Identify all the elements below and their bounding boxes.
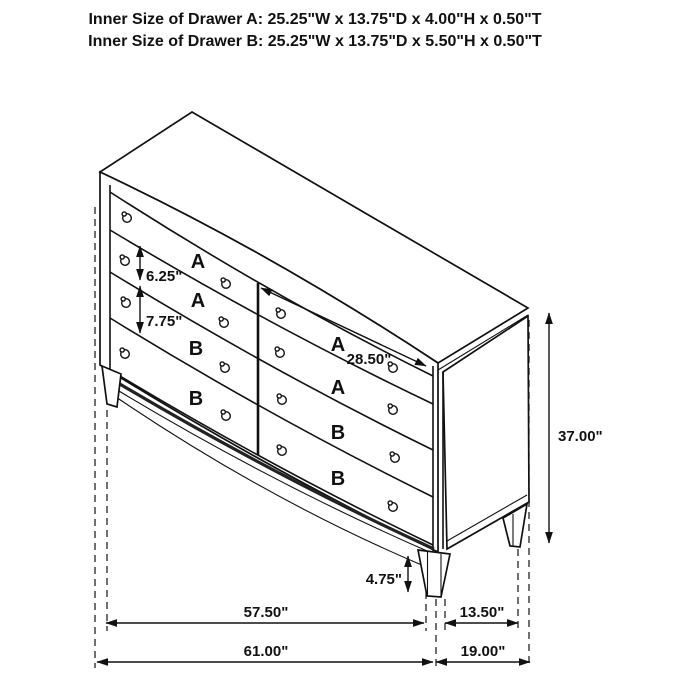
drawer-label-left-4: B — [188, 388, 204, 410]
drawer-label-right-2: A — [330, 377, 346, 399]
dim-label-leg-height: 4.75" — [365, 571, 402, 588]
dim-label-width-between-legs: 57.50" — [243, 604, 289, 621]
dim-overall-depth — [436, 643, 530, 662]
dim-label-drawer-a-height: 6.25" — [146, 268, 183, 285]
dim-label-depth-between-legs: 13.50" — [459, 604, 505, 621]
dresser-drawing — [95, 112, 529, 668]
drawer-label-right-1: A — [330, 334, 346, 356]
header-line-2: Inner Size of Drawer B: 25.25"W x 13.75"D x 5.50"H x 0.50"T — [88, 33, 542, 50]
dim-label-overall-height: 37.00" — [558, 428, 603, 445]
dim-width-between-legs — [106, 604, 424, 623]
drawer-label-left-3: B — [188, 338, 204, 360]
drawer-label-left-2: A — [190, 290, 206, 312]
dim-label-drawer-width: 28.50" — [346, 351, 392, 368]
dim-depth-between-legs — [445, 604, 518, 623]
header-line-1: Inner Size of Drawer A: 25.25"W x 13.75"D x 4.00"H x 0.50"T — [88, 11, 542, 28]
front-right-leg — [418, 550, 450, 597]
dim-label-drawer-b-height: 7.75" — [146, 313, 183, 330]
drawer-label-right-3: B — [330, 422, 346, 444]
dim-overall-height — [549, 313, 603, 543]
drawer-label-right-4: B — [330, 468, 346, 490]
drawer-label-left-1: A — [190, 251, 206, 273]
dim-label-overall-width: 61.00" — [243, 643, 289, 660]
front-left-leg — [102, 366, 121, 407]
dim-label-overall-depth: 19.00" — [460, 643, 506, 660]
dim-leg-height — [366, 556, 408, 592]
dim-overall-width — [97, 643, 433, 662]
